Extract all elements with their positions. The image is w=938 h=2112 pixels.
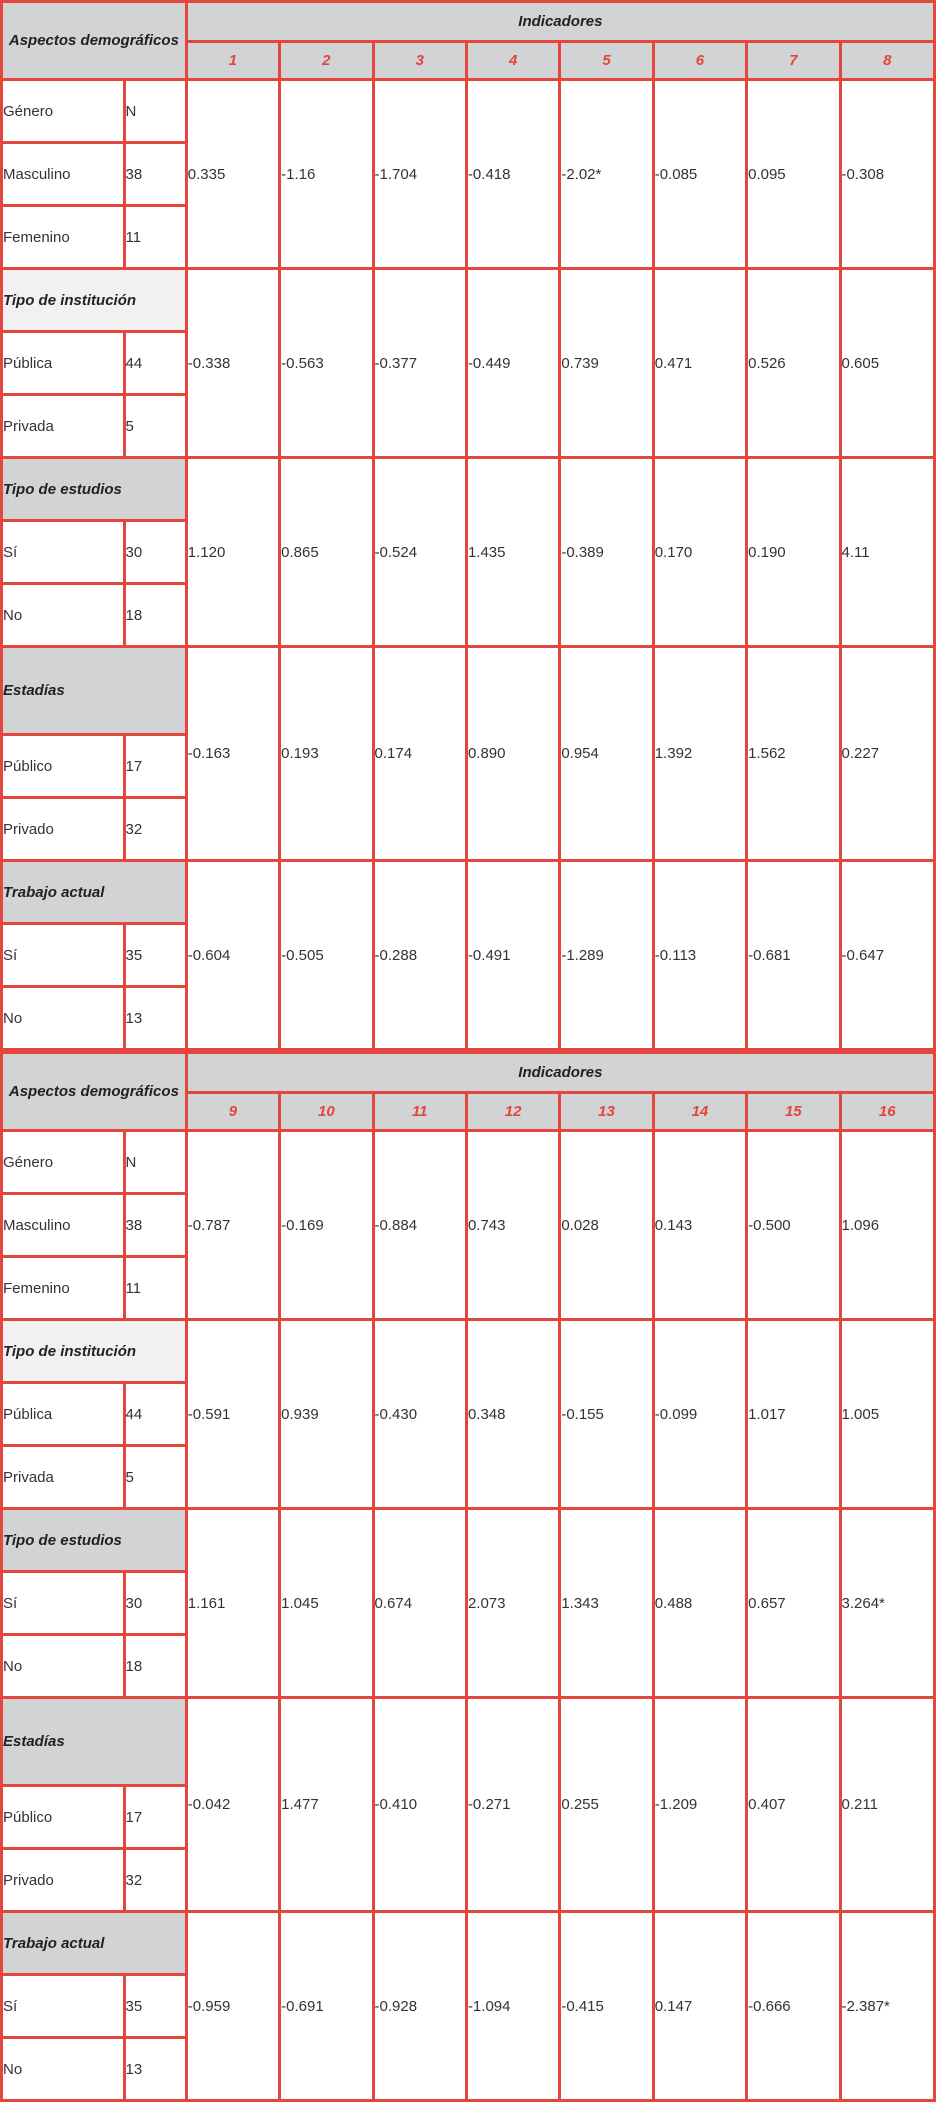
- indicator-number: 15: [747, 1093, 840, 1131]
- indicator-value: -0.959: [186, 1912, 279, 2101]
- indicator-number: 1: [186, 42, 279, 80]
- category-label: Sí: [2, 924, 125, 987]
- indicator-value: -0.500: [747, 1131, 840, 1320]
- category-label: Privada: [2, 395, 125, 458]
- indicator-value: -0.430: [373, 1320, 466, 1509]
- header-row: [2, 2, 935, 42]
- indicator-value: 0.193: [280, 647, 373, 861]
- category-n: 5: [124, 395, 186, 458]
- indicator-value: 0.674: [373, 1509, 466, 1698]
- aspects-header: Aspectos demográficos: [2, 1053, 187, 1131]
- indicator-value: -0.410: [373, 1698, 466, 1912]
- category-label: Femenino: [2, 206, 125, 269]
- category-label: Género: [2, 1131, 125, 1194]
- indicator-value: -0.647: [840, 861, 935, 1050]
- indicator-value: 0.174: [373, 647, 466, 861]
- group-label: Estadías: [2, 647, 187, 735]
- indicator-value: -0.163: [186, 647, 279, 861]
- category-label: Masculino: [2, 1194, 125, 1257]
- group-label: Tipo de institución: [2, 1320, 187, 1383]
- indicators-header: Indicadores: [186, 1053, 934, 1093]
- indicator-number: 13: [560, 1093, 653, 1131]
- category-n: 18: [124, 1635, 186, 1698]
- group-row: [2, 1320, 935, 1383]
- indicator-value: -0.928: [373, 1912, 466, 2101]
- category-n: 5: [124, 1446, 186, 1509]
- indicator-value: -0.505: [280, 861, 373, 1050]
- indicator-value: 0.028: [560, 1131, 653, 1320]
- group-label: Trabajo actual: [2, 861, 187, 924]
- indicator-value: 3.264*: [840, 1509, 935, 1698]
- category-label: Pública: [2, 332, 125, 395]
- category-label: Masculino: [2, 143, 125, 206]
- category-label: Privado: [2, 1849, 125, 1912]
- category-n: N: [124, 1131, 186, 1194]
- group-row: [2, 861, 935, 924]
- indicator-value: -1.209: [653, 1698, 746, 1912]
- indicator-value: 1.120: [186, 458, 279, 647]
- category-n: 11: [124, 1257, 186, 1320]
- category-label: Pública: [2, 1383, 125, 1446]
- indicator-number: 11: [373, 1093, 466, 1131]
- indicator-number: 9: [186, 1093, 279, 1131]
- indicator-value: 0.739: [560, 269, 653, 458]
- category-n: 13: [124, 987, 186, 1050]
- group-row: [2, 458, 935, 521]
- indicator-value: 0.170: [653, 458, 746, 647]
- indicator-value: 1.161: [186, 1509, 279, 1698]
- category-n: 35: [124, 1975, 186, 2038]
- group-label: Trabajo actual: [2, 1912, 187, 1975]
- table-row: [2, 1131, 935, 1194]
- category-label: Privado: [2, 798, 125, 861]
- indicator-value: 0.211: [840, 1698, 935, 1912]
- category-n: 44: [124, 1383, 186, 1446]
- indicator-value: 1.435: [466, 458, 559, 647]
- indicator-value: -0.666: [747, 1912, 840, 2101]
- group-row: [2, 1509, 935, 1572]
- indicator-value: -0.085: [653, 80, 746, 269]
- indicator-value: 1.045: [280, 1509, 373, 1698]
- category-n: N: [124, 80, 186, 143]
- indicator-value: 0.657: [747, 1509, 840, 1698]
- indicator-number: 16: [840, 1093, 935, 1131]
- indicator-value: -0.563: [280, 269, 373, 458]
- category-n: 38: [124, 143, 186, 206]
- indicator-value: -1.289: [560, 861, 653, 1050]
- indicator-value: 0.488: [653, 1509, 746, 1698]
- category-n: 13: [124, 2038, 186, 2101]
- group-label: Tipo de estudios: [2, 1509, 187, 1572]
- indicator-value: 0.471: [653, 269, 746, 458]
- indicator-value: -0.099: [653, 1320, 746, 1509]
- indicator-value: 0.143: [653, 1131, 746, 1320]
- indicator-value: 0.227: [840, 647, 935, 861]
- indicator-number: 4: [466, 42, 559, 80]
- indicator-value: -1.704: [373, 80, 466, 269]
- indicators-header: Indicadores: [186, 2, 934, 42]
- category-label: No: [2, 584, 125, 647]
- category-n: 30: [124, 1572, 186, 1635]
- indicator-value: -0.524: [373, 458, 466, 647]
- indicator-table: [0, 1051, 936, 2102]
- indicator-number: 2: [280, 42, 373, 80]
- group-row: [2, 1912, 935, 1975]
- category-label: Sí: [2, 521, 125, 584]
- category-label: Privada: [2, 1446, 125, 1509]
- category-n: 17: [124, 735, 186, 798]
- indicator-value: 0.605: [840, 269, 935, 458]
- category-n: 38: [124, 1194, 186, 1257]
- indicator-number: 10: [280, 1093, 373, 1131]
- category-label: Género: [2, 80, 125, 143]
- indicator-value: -0.271: [466, 1698, 559, 1912]
- indicator-value: -0.308: [840, 80, 935, 269]
- group-label: Estadías: [2, 1698, 187, 1786]
- indicator-value: -0.377: [373, 269, 466, 458]
- indicator-value: -0.415: [560, 1912, 653, 2101]
- category-label: No: [2, 1635, 125, 1698]
- indicator-value: 0.147: [653, 1912, 746, 2101]
- indicator-value: -2.02*: [560, 80, 653, 269]
- category-label: Sí: [2, 1572, 125, 1635]
- category-label: Femenino: [2, 1257, 125, 1320]
- category-label: Público: [2, 1786, 125, 1849]
- indicator-value: 0.526: [747, 269, 840, 458]
- indicator-value: -0.681: [747, 861, 840, 1050]
- indicator-value: -0.042: [186, 1698, 279, 1912]
- indicator-value: -1.094: [466, 1912, 559, 2101]
- indicator-value: -0.113: [653, 861, 746, 1050]
- indicator-value: 0.348: [466, 1320, 559, 1509]
- indicator-value: 0.954: [560, 647, 653, 861]
- indicator-value: 0.407: [747, 1698, 840, 1912]
- indicator-value: -0.787: [186, 1131, 279, 1320]
- indicator-value: -2.387*: [840, 1912, 935, 2101]
- category-n: 17: [124, 1786, 186, 1849]
- table-row: [2, 80, 935, 143]
- indicator-value: 4.11: [840, 458, 935, 647]
- indicator-value: -0.691: [280, 1912, 373, 2101]
- indicator-value: 0.743: [466, 1131, 559, 1320]
- indicator-value: 1.477: [280, 1698, 373, 1912]
- category-label: Público: [2, 735, 125, 798]
- group-row: [2, 269, 935, 332]
- indicator-value: -0.884: [373, 1131, 466, 1320]
- category-n: 35: [124, 924, 186, 987]
- indicator-value: -0.449: [466, 269, 559, 458]
- indicator-value: 1.017: [747, 1320, 840, 1509]
- indicator-value: -0.491: [466, 861, 559, 1050]
- category-label: No: [2, 987, 125, 1050]
- indicator-value: -0.155: [560, 1320, 653, 1509]
- aspects-header: Aspectos demográficos: [2, 2, 187, 80]
- indicator-value: 0.890: [466, 647, 559, 861]
- indicator-value: 0.255: [560, 1698, 653, 1912]
- header-row: [2, 1053, 935, 1093]
- indicator-value: -0.169: [280, 1131, 373, 1320]
- group-label: Tipo de institución: [2, 269, 187, 332]
- indicator-value: -0.418: [466, 80, 559, 269]
- indicator-value: 1.562: [747, 647, 840, 861]
- category-label: No: [2, 2038, 125, 2101]
- indicator-value: -0.604: [186, 861, 279, 1050]
- indicator-value: -1.16: [280, 80, 373, 269]
- indicator-number: 12: [466, 1093, 559, 1131]
- indicator-table: [0, 0, 936, 1051]
- indicator-value: 1.005: [840, 1320, 935, 1509]
- indicator-value: 0.939: [280, 1320, 373, 1509]
- indicator-number: 14: [653, 1093, 746, 1131]
- group-row: [2, 1698, 935, 1786]
- category-n: 32: [124, 1849, 186, 1912]
- indicator-value: 2.073: [466, 1509, 559, 1698]
- indicator-number: 6: [653, 42, 746, 80]
- indicator-value: -0.288: [373, 861, 466, 1050]
- category-n: 18: [124, 584, 186, 647]
- indicator-value: -0.389: [560, 458, 653, 647]
- indicator-number: 7: [747, 42, 840, 80]
- category-n: 44: [124, 332, 186, 395]
- indicator-value: 0.190: [747, 458, 840, 647]
- indicator-value: -0.591: [186, 1320, 279, 1509]
- category-n: 30: [124, 521, 186, 584]
- indicator-value: 0.335: [186, 80, 279, 269]
- indicator-value: 1.343: [560, 1509, 653, 1698]
- indicator-number: 8: [840, 42, 935, 80]
- category-label: Sí: [2, 1975, 125, 2038]
- group-label: Tipo de estudios: [2, 458, 187, 521]
- indicator-value: 1.096: [840, 1131, 935, 1320]
- category-n: 32: [124, 798, 186, 861]
- indicator-value: 1.392: [653, 647, 746, 861]
- indicator-value: 0.095: [747, 80, 840, 269]
- group-row: [2, 647, 935, 735]
- indicator-value: -0.338: [186, 269, 279, 458]
- indicator-number: 5: [560, 42, 653, 80]
- indicator-number: 3: [373, 42, 466, 80]
- indicator-value: 0.865: [280, 458, 373, 647]
- category-n: 11: [124, 206, 186, 269]
